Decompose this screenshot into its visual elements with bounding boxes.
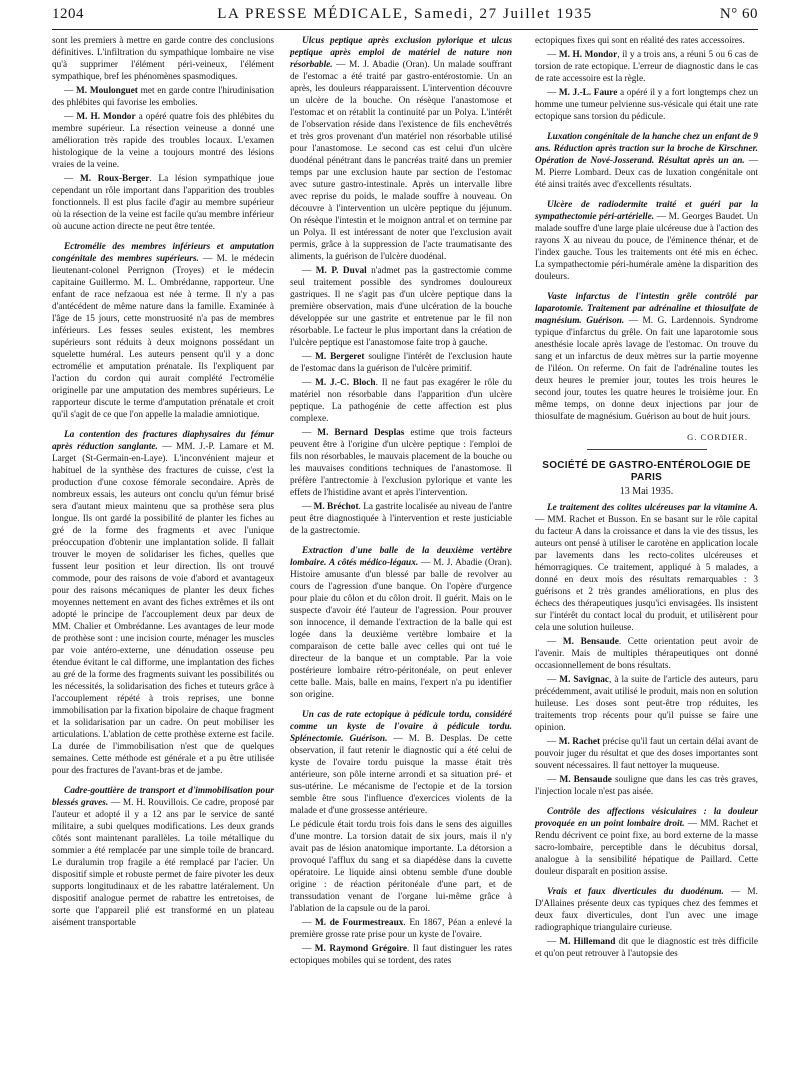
discussion-paragraph: — M. Roux-Berger. La lésion sympathique joue cependant un rôle important dans l'apparition des troubles fonctionnels. Il est plus facile d'agir au membre supérieur où la résection de la veine est facile qu'au membre inférieur où aucune action directe ne peut être tentée. — [52, 174, 274, 232]
paragraph-text: sont les premiers à mettre en garde contre des conclusions définitives. L'infiltration du sympathique lombaire ne vise qu'à supprimer l'élément péri-veineux, l'élément sympathique, bref les phénomènes spasmodiques. — [52, 36, 274, 82]
speaker-name: M. Moulonguet — [76, 86, 138, 96]
paragraph-text: estime que trois facteurs peuvent être à l'origine d'un ulcère peptique : l'emploi de fils non résorbables, le mauvais placement de la bouche ou les mauvaises conditions techniques de l'anastomose. Il préfère l'antrectomie à l'exclusion pylorique et vante les effets de l'histidine avant et après l'intervention. — [290, 428, 513, 498]
paragraph-text: — M. Pierre Lombard. Deux cas de luxation congénitale ont été ainsi traités avec d'excellents résultats. — [535, 156, 758, 190]
article-title: Cadre-gouttière de transport et d'immobilisation pour blessés graves. — [52, 786, 274, 808]
discussion-paragraph: — M. H. Mondor, il y a trois ans, a réuni 5 ou 6 cas de torsion de rate ectopique. L'erreur de diagnostic dans le cas de rate accessoire est la règle. — [535, 50, 759, 84]
column-right-top — [535, 35, 758, 423]
article-title: Vrais et faux diverticules du duodénum. — [547, 887, 724, 897]
speaker-name: M. P. Duval — [315, 266, 367, 276]
column-right-bottom — [535, 502, 758, 960]
speaker-name: M. Bréchot — [313, 502, 359, 512]
column-middle — [290, 35, 512, 969]
discussion-paragraph: — M. Hillemand dit que le diagnostic est très difficile et qu'on peut retrouver à l'autopsie des — [535, 937, 759, 959]
speaker-name: M. H. Mondor — [558, 50, 618, 60]
paragraph-text: Le pédicule était tordu trois fois dans le sens des aiguilles d'une montre. La torsion datait de six jours, mais il n'y avait pas de lésion anatomique importante. La détorsion a provoqué l'afflux du sang et sa diapédèse dans la cuvette opératoire. Le liquide ainsi obtenu semble d'une double origine : de réaction péritonéale d'une part, et de transsudation venant de l'organe lui-même grâce à l'ablation de la capsule ou de la paroi. — [290, 820, 512, 914]
discussion-paragraph: — M. Bensaude. Cette orientation peut avoir de l'avenir. Mais de multiples thérapeutiques ont donné occasionnellement de bons résultats. — [535, 637, 758, 671]
paragraph-text: . Cette orientation peut avoir de l'avenir. Mais de multiples thérapeutiques ont donné occasionnellement de bons résultats. — [535, 637, 758, 671]
discussion-paragraph: — M. J.-L. Faure a opéré il y a fort longtemps chez un homme une tumeur pelvienne sus-vésicale qui était une rate ectopique sans torsion du pédicule. — [535, 88, 758, 122]
article-paragraph — [535, 291, 758, 423]
paragraph-text: souligne l'intérêt de l'exclusion haute de l'estomac dans la guérison de l'ulcère primitif. — [290, 352, 512, 374]
paragraph-text: — MM. Rachet et Busson. En se basant sur le rôle capital du facteur A dans la croissance et dans la vie des tissus, les auteurs ont pensé à utiliser le carotène en application locale par lavements dans les recto-colites ulcéreuses et hémorragiques. Ce traitement, appliqué à 5 malades, a donné en deux mois des résultats remarquables : 3 guérisons et 2 très grandes améliorations, en plus des échecs des thérapeutiques jusqu'ici envisagées. Ils insistent sur l'intérêt du contact local du produit, et utilisèrent pour cela une solution huileuse. — [535, 515, 758, 633]
article-paragraph — [535, 806, 758, 878]
discussion-paragraph — [52, 35, 274, 83]
article-title: Ulcus peptique après exclusion pylorique et ulcus peptique après emploi de matériel de nature non résorbable. — [290, 36, 512, 70]
column-right — [535, 35, 758, 962]
discussion-paragraph: — M. Rachet précise qu'il faut un certain délai avant de pouvoir juger du résultat et que des doses importantes sont souvent nécessaires. Il faut nettoyer la muqueuse. — [535, 737, 758, 771]
speaker-name: M. H. Mondor — [76, 112, 136, 122]
article-paragraph — [535, 131, 758, 191]
running-title: LA PRESSE MÉDICALE, Samedi, 27 Juillet 1935 — [217, 6, 593, 22]
paragraph-text: . La gastrite localisée au niveau de l'antre peut être diagnostiquée à l'intervention et reste justiciable de la gastrectomie. — [290, 502, 512, 536]
paragraph-text: — M. D'Allaines présente deux cas typiques chez des femmes et deux faux diverticules, dont l'un avec une image radiographique triangulaire curieuse. — [535, 887, 758, 933]
speaker-name: M. J.-L. Faure — [558, 88, 618, 98]
speaker-name: M. de Fourmestreaux — [314, 918, 404, 928]
article-paragraph — [290, 709, 512, 817]
paragraph-text: — M. B. Desplas. De cette observation, il faut retenir le diagnostic qui a été celui de kyste de l'ovaire tordu puisque la masse était très antérieure, son pôle interne arrondi et sa situation pré- et sus-utérine. Le mécanisme de l'ectopie et de la torsion semble être sous l'influence d'exercices violents de la malade et d'une grossesse antérieure. — [290, 734, 512, 816]
paragraph-text: — M. J. Abadie (Oran). Un malade souffrant de l'estomac a été traité par gastro-entérostomie. Un an après, les douleurs réapparaissent. L'intervention découvre un ulcère de la bouche. On résèque l'anastomose et l'estomac et on rétablit la continuité par un Polya. L'intérêt de l'observation réside dans l'existence de fils enchevêtrés et très gros provenant d'un matériel non résorbable utilisé pour l'anastomose. Le second cas est celui d'un ulcère duodénal pénétrant dans le pancréas traité dans un premier temps par une exclusion haute par section de l'estomac avec suture gastro-intestinale. Après un intervalle libre avec reprise du poids, le malade souffre à nouveau. On découvre à l'intervention un ulcère peptique du jéjunum. On résèque l'intestin et le moignon antral et on termine par un Polya. Il est intéressant de noter que l'exclusion avait permis, grâce à la suppression de l'acte traumatisante des aliments, la guérison de l'ulcère duodénal. — [290, 60, 512, 262]
paragraph-text: . Il ne faut pas exagérer le rôle du matériel non résorbable dans l'apparition d'un ulcère peptique. La pathogénie de cette affection est plus complexe. — [290, 378, 512, 424]
paragraph-text: . En 1867, Péan a enlevé la première grosse rate prise pour un kyste de l'ovaire. — [290, 918, 513, 940]
discussion-paragraph: — M. Bergeret souligne l'intérêt de l'exclusion haute de l'estomac dans la guérison de l'ulcère primitif. — [290, 352, 512, 374]
article-paragraph — [290, 545, 512, 701]
speaker-name: M. Hillemand — [559, 937, 616, 947]
speaker-name: M. Raymond Grégoire — [314, 944, 408, 954]
session-date: 13 Mai 1935. — [619, 486, 674, 497]
paragraph-text: — M. le médecin lieutenant-colonel Perrignon (Troyes) et le médecin capitaine Guillermo. M. L. Ombrédanne, rapporteur. Une enfant de race nefzaoua est née à terme. Il n'y a pas d'antécédent de même nature dans la famille. Examinée à l'âge de 15 jours, cette monstruosité n'a pas de membres inférieurs. Les fesses seules existent, les membres supérieurs sont réduits à deux moignons possédant un squelette huméral. Les auteurs pensent qu'il y a donc ectromélie et amputation prénatale. Ils l'expliquent par l'action du cordon qui aurait complété l'ectromélie originelle par une amputation des membres supérieurs. Le rapporteur discute le terme d'amputation prénatale et croit qu'il s'agit de ce que l'on appelle la maladie amniotique. — [52, 254, 274, 420]
article-title: Un cas de rate ectopique à pédicule tordu, considéré comme un kyste de l'ovaire à pédicule tordu. Splénectomie. Guérison. — [290, 710, 512, 744]
article-title: Ectromélie des membres inférieurs et amputation congénitale des membres supérieurs. — [52, 242, 274, 264]
speaker-name: M. Bensaude — [559, 775, 612, 785]
discussion-paragraph — [290, 819, 512, 915]
article-paragraph — [290, 35, 512, 263]
speaker-name: M. Bernard Desplas — [317, 428, 405, 438]
paragraph-text: — M. J. Abadie (Oran). Histoire amusante d'un blessé par balle de revolver au cours de l'agression d'une banque. On l'opère d'urgence pour plaie du côlon et du côlon droit. Il guérit. Mais on le suspecte d'avoir été l'auteur de l'agression. Pour prouver son innocence, il demande l'extraction de la balle qui est logée dans la deuxième vertèbre lombaire et la comparaison de cette balle avec celles qui ont tué le directeur de la banque et un comptable. Par la voie postérieure lombaire rétro-péritonéale, on peut enlever cette balle. Mais, balle en mains, l'expert n'a pu identifier son origine. — [290, 558, 512, 700]
section-separator — [587, 449, 707, 450]
speaker-name: M. Rachet — [558, 737, 601, 747]
paragraph-text: a opéré il y a fort longtemps chez un homme une tumeur pelvienne sus-vésicale qui était une rate ectopique sans torsion du pédicule. — [535, 88, 758, 122]
paragraph-text: . La lésion sympathique joue cependant un rôle important dans l'apparition des troubles fonctionnels. Il est plus facile d'agir au membre supérieur où la résection de la veine est facile qu'au membre inférieur où aucune action directe ne peut être tentée. — [52, 174, 274, 232]
page-number: 1204 — [52, 6, 84, 22]
discussion-paragraph: — M. P. Duval n'admet pas la gastrectomie comme seul traitement possible des syndromes douloureux gastriques. Il ne s'agit pas d'un ulcère peptique dans la première observation, mais d'une ulcération de la bouche développée sur une gastrite et entretenue par le fil non résorbable. Le facteur le plus important dans la création de l'ulcère peptique est l'anastomose faite trop à gauche. — [290, 266, 513, 348]
author-signature: G. CORDIER. — [687, 432, 748, 442]
paragraph-text: ectopiques fixes qui sont en réalité des rates accessoires. — [535, 36, 745, 46]
issue-number: N° 60 — [719, 6, 758, 22]
paragraph-text: précise qu'il faut un certain délai avant de pouvoir juger du résultat et que des doses importantes sont souvent nécessaires. Il faut nettoyer la muqueuse. — [535, 737, 758, 771]
paragraph-text: souligne que dans les cas très graves, l'injection locale n'est pas aisée. — [535, 775, 759, 797]
paragraph-text: — M. G. Lardennois. Syndrome typique d'infarctus du grêle. On fait une laparotomie sous anesthésie locale après lavage de l'estomac. On trouve du sang et un infarctus de deux mètres sur la partie moyenne de l'iléon. On referme. On fait de l'adrénaline toutes les deux heures le premier jour, toutes les trois heures le second jour, toutes les quatre heures le troisième jour. En même temps, on donne deux injections par jour de thiosulfate de magnésium. Guérison au bout de huit jours. — [535, 316, 758, 422]
discussion-paragraph: — M. H. Mondor a opéré quatre fois des phlébites du membre supérieur. La résection veineuse a donné une amélioration très rapide des troubles locaux. L'examen histologique de la veine a toujours montré des lésions vraies de la veine. — [52, 112, 274, 170]
article-title: Extraction d'une balle de la deuxième vertèbre lombaire. A côtés médico-légaux. — [290, 546, 512, 568]
article-paragraph — [535, 502, 758, 634]
article-title: Contrôle des affections vésiculaires : la douleur provoquée en un point lombaire droit. — [535, 807, 758, 829]
discussion-paragraph: — M. Raymond Grégoire. Il faut distinguer les rates ectopiques mobiles qui se tordent, des rates — [290, 944, 512, 966]
article-paragraph — [535, 199, 758, 283]
header-rule — [52, 29, 758, 30]
article-paragraph — [52, 785, 274, 929]
discussion-paragraph: — M. Bernard Desplas estime que trois facteurs peuvent être à l'origine d'un ulcère peptique : l'emploi de fils non résorbables, le mauvais placement de la bouche ou les mauvaises conditions techniques de l'anastomose. Il préfère l'antrectomie à l'exclusion pylorique et vante les effets de l'histidine avant et après l'intervention. — [290, 428, 513, 498]
page-header — [52, 6, 758, 28]
column-left — [52, 35, 274, 931]
paragraph-text: n'admet pas la gastrectomie comme seul traitement possible des syndromes douloureux gastriques. Il ne s'agit pas d'un ulcère peptique dans la première observation, mais d'une ulcération de la bouche développée sur une gastrite et entretenue par le fil non résorbable. Le facteur le plus important dans la création de l'ulcère peptique est l'anastomose faite trop à gauche. — [290, 266, 513, 348]
discussion-paragraph: — M. Savignac, à la suite de l'article des auteurs, paru précédemment, avait utilisé le produit, mais non en solution huileuse. Les doses sont peut-être trop réduites, les traitements trop récents pour qu'il puisse se faire une opinion. — [535, 675, 758, 733]
discussion-paragraph — [535, 35, 758, 47]
paragraph-text: a opéré quatre fois des phlébites du membre supérieur. La résection veineuse a donné une amélioration très rapide des troubles locaux. L'examen histologique de la veine a toujours montré des lésions vraies de la veine. — [52, 112, 274, 170]
discussion-paragraph: — M. J.-C. Bloch. Il ne faut pas exagérer le rôle du matériel non résorbable dans l'apparition d'un ulcère peptique. La pathogénie de cette affection est plus complexe. — [290, 378, 512, 424]
discussion-paragraph: — M. Moulonguet met en garde contre l'hirudinisation des phlébites qui favorise les embolies. — [52, 86, 274, 108]
paragraph-text: met en garde contre l'hirudinisation des phlébites qui favorise les embolies. — [52, 86, 274, 108]
article-paragraph — [52, 241, 274, 421]
article-title: Vaste infarctus de l'intestin grêle contrôlé par laparotomie. Traitement par adrénaline et thiosulfate de magnésium. Guérison. — [535, 292, 758, 326]
paragraph-text: — M. Georges Baudet. Un malade souffre d'une large plaie ulcéreuse due à l'action des rayons X au niveau du pouce, de l'éminence thénar, et de l'index gauche. Tous les traitements ont été mis en échec. La sympathectomie péri-humérale amène la disparition des douleurs. — [535, 212, 758, 282]
article-title: La contention des fractures diaphysaires du fémur après réduction sanglante. — [52, 430, 274, 452]
speaker-name: M. J.-C. Bloch — [315, 378, 376, 388]
paragraph-text: . Il faut distinguer les rates ectopiques mobiles qui se tordent, des rates — [290, 944, 512, 966]
paragraph-text: , il y a trois ans, a réuni 5 ou 6 cas de torsion de rate ectopique. L'erreur de diagnostic dans le cas de rate accessoire est la règle. — [535, 50, 759, 84]
paragraph-text: — MM. Rachet et Rendu décrivent ce point fixe, au bord externe de la masse sacro-lombaire, perceptible dans le décubitus dorsal, analogue à la sensibilité hépatique de Paillard. Cette douleur disparaît en position assise. — [535, 819, 758, 877]
paragraph-text: , à la suite de l'article des auteurs, paru précédemment, avait utilisé le produit, mais non en solution huileuse. Les doses sont peut-être trop réduites, les traitements trop récents pour qu'il puisse se faire une opinion. — [535, 675, 758, 733]
article-title: Le traitement des colites ulcéreuses par la vitamine A. — [547, 503, 758, 513]
discussion-paragraph: — M. Bréchot. La gastrite localisée au niveau de l'antre peut être diagnostiquée à l'intervention et reste justiciable de la gastrectomie. — [290, 502, 512, 536]
speaker-name: M. Roux-Berger — [79, 174, 150, 184]
society-heading: SOCIÉTÉ DE GASTRO-ENTÉROLOGIE DE PARIS — [542, 460, 751, 483]
speaker-name: M. Bergeret — [315, 352, 365, 362]
article-paragraph — [52, 429, 274, 777]
article-title: Luxation congénitale de la hanche chez un enfant de 9 ans. Réduction après traction sur la broche de Kirschner. Opération de Nové-Josserand. Résultat après un an. — [535, 132, 758, 166]
discussion-paragraph: — M. de Fourmestreaux. En 1867, Péan a enlevé la première grosse rate prise pour un kyste de l'ovaire. — [290, 918, 513, 940]
discussion-paragraph: — M. Bensaude souligne que dans les cas très graves, l'injection locale n'est pas aisée. — [535, 775, 759, 797]
article-paragraph — [535, 886, 758, 934]
paragraph-text: — MM. J.-P. Lamare et M. Larget (St-Germain-en-Laye). L'inconvénient majeur et habituel de la synthèse des fractures de cuisse, c'est la production d'une coxose fémorale secondaire. Après de nombreux essais, les auteurs ont conclu qu'un fémur brisé sera d'autant mieux maintenu que sa prothèse sera plus longue. Ils ont gardé la possibilité de planter les fiches au gré de la forme des fragments et avec l'unique préoccupation d'obtenir une implantation solide. Il fallait trouver le moyen de solidariser les fiches, quelles que fussent leur position et leur direction. Ils ont trouvé commode, pour des raisons de voie d'abord et avantageux pour des raisons mécaniques de planter les deux fiches moyennes nettement en avant des fiches extrêmes et ils ont adopté le principe de l'accouplement deux par deux de MM. Chalier et Ombrédanne. Les avantages de leur mode de prothèse sont : une incision courte, ménager les muscles par voie antéro-externe, une dénudation osseuse peu étendue évitant le cal difforme, une implantation des fiches au gré de la forme des fragments suivant les possibilités ou les nécessités, la solidarisation des fiches et tuteurs grâce à l'accouplement répété à trois reprises, une bonne immobilisation par la fixation bipolaire de chaque fragment et la solidarisation par un cadre. On peut mobiliser les articulations. L'ablation de cette prothèse externe est facile. La durée de l'immobilisation n'est que de quelques semaines. Cette méthode est générale et a pu être utilisée pour des fractures de l'avant-bras et de jambe. — [52, 442, 274, 776]
paragraph-text: — M. H. Rouvillois. Ce cadre, proposé par l'auteur et adopté il y a 12 ans par le service de santé militaire, a subi quelques modifications. Les deux grands côtés sont maintenant parallèles. La toile métallique du sommier a été remplacée par une simple toile de brancard. Le duralumin trop fragile a été remplacé par l'acier. Un dispositif simple et robuste permet de faire pivoter les deux supports longitudinaux et de les rabattre latéralement. Un dispositif analogue permet de rabattre les entretoises, de sorte que l'appareil plié est transformé en un plateau aisément transportable — [52, 798, 274, 928]
speaker-name: M. Bensaude — [562, 637, 619, 647]
article-title: Ulcère de radiodermite traité et guéri par la sympathectomie péri-artérielle. — [535, 200, 758, 222]
paragraph-text: dit que le diagnostic est très difficile et qu'on peut retrouver à l'autopsie des — [535, 937, 759, 959]
speaker-name: M. Savignac — [559, 675, 610, 685]
